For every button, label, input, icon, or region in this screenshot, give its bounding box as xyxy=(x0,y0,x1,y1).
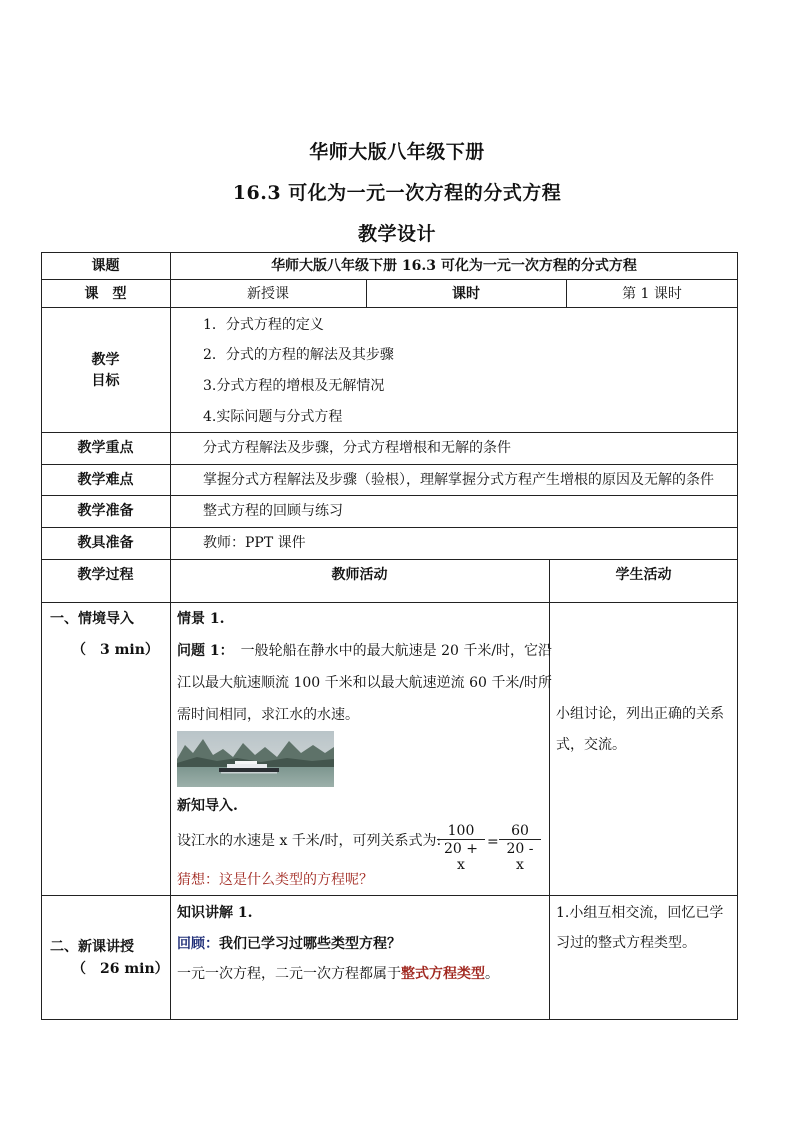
scene-title: 情景 1. xyxy=(177,611,225,627)
teacher-activity-header: 教师活动 xyxy=(331,567,388,583)
integral-equation-highlight: 整式方程类型 xyxy=(401,966,485,982)
fraction-1: $\frac{100}{20 + x}$ xyxy=(437,823,485,873)
section2-student-activity-line1: 1.小组互相交流，回忆已学 xyxy=(556,905,724,921)
type-label: 课 型 xyxy=(84,286,127,302)
question-1-line1: 问题 1： 一般轮船在静水中的最大航速是 20 千米/时，它沿 xyxy=(177,643,553,659)
question-1-line3: 需时间相同，求江水的水速。 xyxy=(177,707,359,723)
equation-setup: 设江水的水速是 x 千米/时，可列关系式为: xyxy=(177,833,442,849)
document-title: 华师大版八年级下册 xyxy=(309,141,485,163)
review-question: 我们已学习过哪些类型方程？ xyxy=(219,936,401,952)
subject-label: 课题 xyxy=(91,258,120,274)
review-label: 回顾： xyxy=(177,936,219,952)
equation-type-statement: 一元一次方程，二元一次方程都属于整式方程类型。 xyxy=(177,966,499,982)
goal-item: 3.分式方程的增根及无解情况 xyxy=(203,378,385,394)
lesson-title: 16.3 可化为一元一次方程的分式方程 xyxy=(232,182,562,204)
question-1-line2: 江以最大航速顺流 100 千米和以最大航速逆流 60 千米/时所 xyxy=(177,675,553,691)
review-question-line xyxy=(177,935,401,953)
prep-value: 整式方程的回顾与练习 xyxy=(203,503,343,519)
question-label: 问题 1： xyxy=(177,643,227,659)
section1-time: （ 3 min） xyxy=(72,642,159,658)
goals-label-line1: 教学 xyxy=(91,352,120,368)
student-activity-header: 学生活动 xyxy=(615,567,672,583)
type-value: 新授课 xyxy=(247,286,289,302)
equals-sign: = xyxy=(487,834,499,850)
section1-student-activity-line2: 式，交流。 xyxy=(556,737,626,753)
new-knowledge-intro: 新知导入. xyxy=(177,798,238,814)
prep-label: 教学准备 xyxy=(77,503,134,519)
period-label: 课时 xyxy=(452,286,480,302)
knowledge-title: 知识讲解 1. xyxy=(177,905,253,921)
subject-value: 华师大版八年级下册 16.3 可化为一元一次方程的分式方程 xyxy=(271,258,637,274)
section2-time: （ 26 min） xyxy=(72,961,169,977)
fraction-2: $\frac{60}{20 - x}$ xyxy=(499,823,541,873)
document-subtitle: 教学设计 xyxy=(357,223,436,245)
focus-value: 分式方程解法及步骤，分式方程增根和无解的条件 xyxy=(203,440,511,456)
goal-item: 1．分式方程的定义 xyxy=(203,317,324,333)
goal-item: 2．分式的方程的解法及其步骤 xyxy=(203,347,394,363)
goal-item: 4.实际问题与分式方程 xyxy=(203,409,343,425)
tools-label: 教具准备 xyxy=(77,535,134,551)
period-value: 第 1 课时 xyxy=(622,286,682,302)
guess-question: 猜想：这是什么类型的方程呢？ xyxy=(177,872,373,888)
river-boat-picture xyxy=(177,731,334,787)
difficulty-label: 教学难点 xyxy=(77,472,134,488)
section1-student-activity-line1: 小组讨论，列出正确的关系 xyxy=(556,706,724,722)
focus-label: 教学重点 xyxy=(77,440,134,456)
process-header: 教学过程 xyxy=(77,567,134,583)
section2-name: 二、新课讲授 xyxy=(50,939,134,955)
section1-name: 一、情境导入 xyxy=(50,611,134,627)
difficulty-value: 掌握分式方程解法及步骤（验根），理解掌握分式方程产生增根的原因及无解的条件 xyxy=(203,472,714,488)
goals-label-line2: 目标 xyxy=(91,373,120,389)
tools-value: 教师：PPT 课件 xyxy=(203,535,306,551)
section2-student-activity-line2: 习过的整式方程类型。 xyxy=(556,935,696,951)
